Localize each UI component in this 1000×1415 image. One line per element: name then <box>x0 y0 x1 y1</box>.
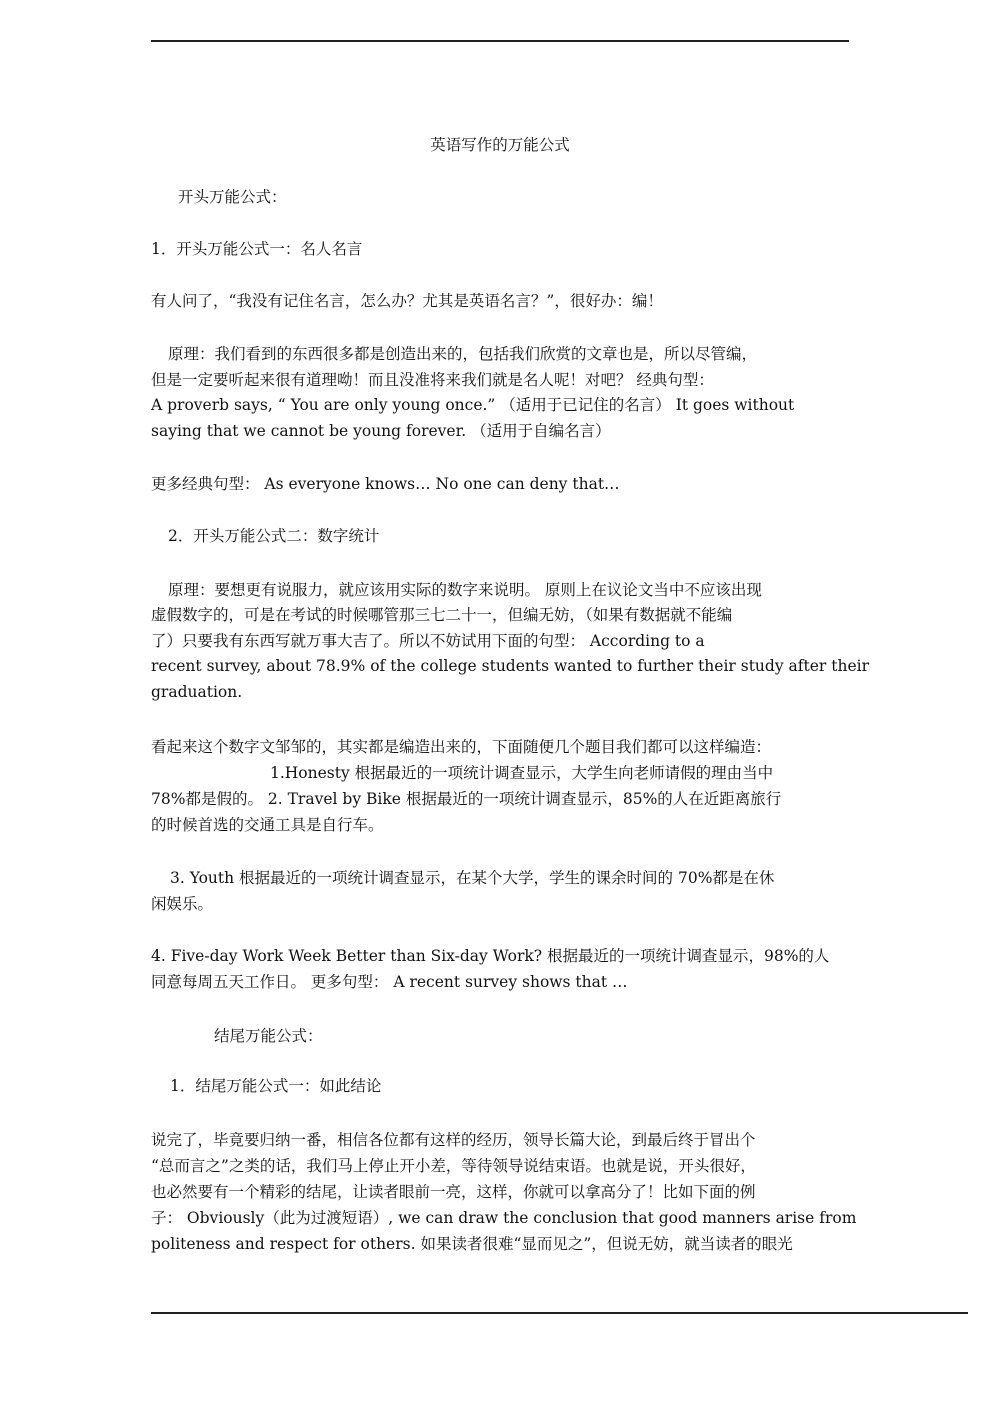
text-line: 闲娱乐。 <box>151 895 214 913</box>
subheading-opening-1: 1．开头万能公式一：名人名言 <box>151 240 363 258</box>
text-line: 也必然要有一个精彩的结尾，让读者眼前一亮，这样，你就可以拿高分了！比如下面的例 <box>151 1183 756 1201</box>
text-line: 的时候首选的交通工具是自行车。 <box>151 816 384 834</box>
text-line: 原理：我们看到的东西很多都是创造出来的，包括我们欣赏的文章也是，所以尽管编， <box>168 345 758 363</box>
subheading-opening-2: 2．开头万能公式二：数字统计 <box>168 527 380 545</box>
bottom-rule <box>151 1312 968 1314</box>
text-line: 虚假数字的，可是在考试的时候哪管那三七二十一，但编无妨，（如果有数据就不能编 <box>151 606 733 624</box>
text-line: 了）只要我有东西写就万事大吉了。所以不妨试用下面的句型： According to a <box>151 632 705 650</box>
section-heading-opening: 开头万能公式： <box>178 188 287 206</box>
section-heading-closing: 结尾万能公式： <box>214 1027 323 1045</box>
subheading-closing-1: 1．结尾万能公式一：如此结论 <box>170 1077 382 1095</box>
text-line: graduation. <box>151 683 243 701</box>
text-line: 子： Obviously（此为过渡短语）, we can draw the conclusion that good manners arise from <box>151 1209 857 1227</box>
text-line: 说完了，毕竟要归纳一番，相信各位都有这样的经历，领导长篇大论，到最后终于冒出个 <box>151 1131 756 1149</box>
text-line: 有人问了，“我没有记住名言，怎么办？尤其是英语名言？”，很好办：编！ <box>151 292 663 310</box>
text-line: recent survey, about 78.9% of the college students wanted to further their study after their <box>151 657 869 675</box>
text-line: 原理：要想更有说服力，就应该用实际的数字来说明。 原则上在议论文当中不应该出现 <box>168 581 762 599</box>
text-line: 4. Five-day Work Week Better than Six-day Work? 根据最近的一项统计调查显示，98%的人 <box>151 947 830 965</box>
text-line: 更多经典句型： As everyone knows… No one can deny that… <box>151 475 620 493</box>
text-line: politeness and respect for others. 如果读者很难“显而见之”，但说无妨，就当读者的眼光 <box>151 1235 793 1253</box>
text-line: 但是一定要听起来很有道理呦！而且没准将来我们就是名人呢！对吧？ 经典句型： <box>151 371 714 389</box>
text-line: 1.Honesty 根据最近的一项统计调查显示，大学生向老师请假的理由当中 <box>270 764 774 782</box>
text-line: 78%都是假的。 2. Travel by Bike 根据最近的一项统计调查显示，85%的人在近距离旅行 <box>151 790 782 808</box>
top-rule <box>151 40 849 42</box>
text-line: 同意每周五天工作日。 更多句型： A recent survey shows that … <box>151 973 628 991</box>
text-line: saying that we cannot be young forever. （适用于自编名言） <box>151 422 611 440</box>
document-title: 英语写作的万能公式 <box>430 136 570 154</box>
text-line: “总而言之”之类的话，我们马上停止开小差，等待领导说结束语。也就是说，开头很好， <box>151 1157 756 1175</box>
text-line: A proverb says, “ You are only young once.” （适用于已记住的名言） It goes without <box>151 396 795 414</box>
text-line: 看起来这个数字文邹邹的，其实都是编造出来的，下面随便几个题目我们都可以这样编造： <box>151 738 772 756</box>
text-line: 3. Youth 根据最近的一项统计调查显示，在某个大学，学生的课余时间的 70%都是在休 <box>170 869 775 887</box>
